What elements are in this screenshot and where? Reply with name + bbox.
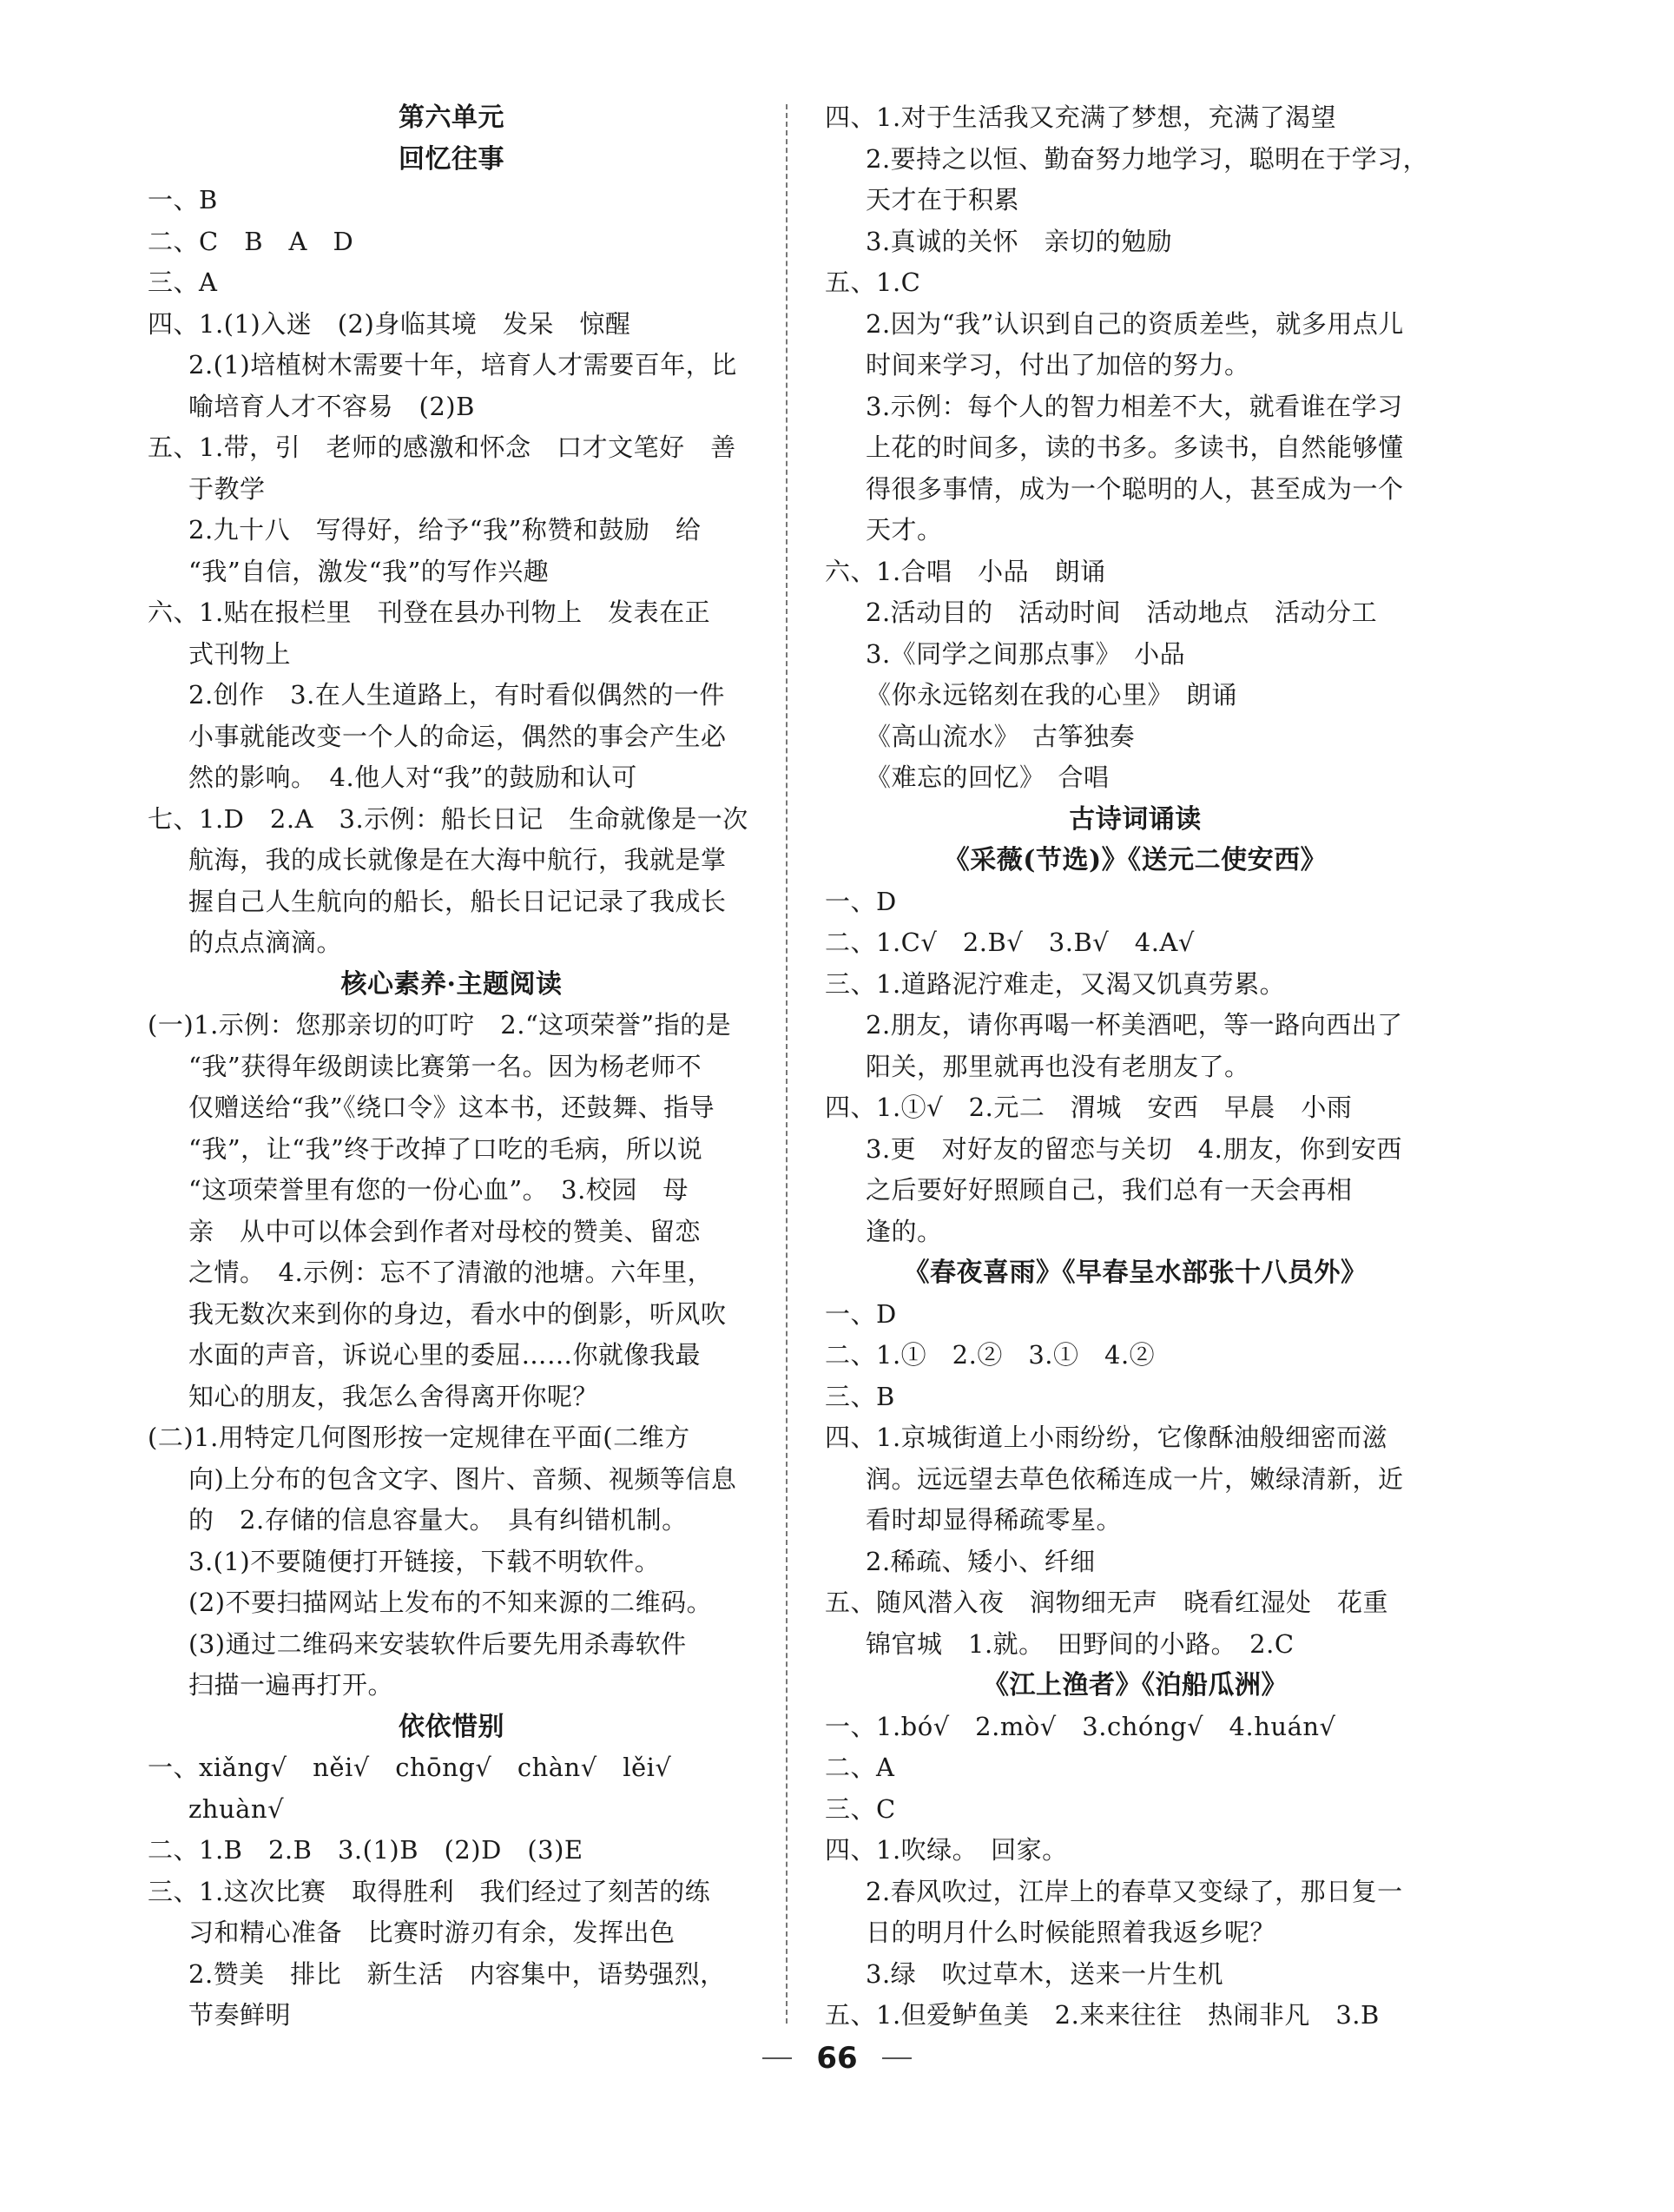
answer-item: 四、1.①√ 2.元二 渭城 安西 早晨 小雨	[825, 1093, 1353, 1122]
answer-line: 仅赠送给“我”《绕口令》这本书，还鼓舞、指导	[188, 1093, 715, 1122]
answer-item: 六、1.贴在报栏里 刊登在县办刊物上 发表在正	[148, 598, 711, 627]
answer-line: 的点点滴滴。	[188, 928, 343, 957]
section-heading: 《江上渔者》《泊船瓜洲》	[983, 1670, 1288, 1700]
answer-line: 3.更 对好友的留恋与关切 4.朋友，你到安西	[866, 1133, 1402, 1164]
answer-item: 三、A	[148, 267, 218, 297]
answer-line: 上花的时间多，读的书多。多读书，自然能够懂	[866, 432, 1404, 462]
answer-line: 向)上分布的包含文字、图片、音频、视频等信息	[188, 1463, 737, 1494]
answer-line: 喻培育人才不容易 (2)B	[188, 391, 475, 421]
answer-item: 四、1.(1)入迷 (2)身临其境 发呆 惊醒	[148, 308, 631, 339]
section-heading: 《春夜喜雨》《早春呈水部张十八员外》	[903, 1258, 1368, 1288]
answer-line: 2.创作 3.在人生道路上，有时看似偶然的一件	[188, 680, 725, 710]
answer-line: 锦官城 1.就。 田野间的小路。 2.C	[866, 1628, 1295, 1659]
answer-item: 二、1.① 2.② 3.① 4.②	[825, 1340, 1156, 1370]
answer-line: “我”获得年级朗读比赛第一名。因为杨老师不	[188, 1051, 702, 1081]
answer-item: 四、1.对于生活我又充满了梦想，充满了渴望	[825, 102, 1337, 132]
answer-line: 之后要好好照顾自己，我们总有一天会再相	[866, 1175, 1353, 1205]
page-footer	[0, 2041, 1674, 2076]
answer-item: 一、D	[825, 886, 897, 916]
answer-line: 2.春风吹过，江岸上的春草又变绿了，那日复一	[866, 1876, 1403, 1906]
answer-item: 三、C	[825, 1793, 896, 1824]
answer-item: 五、1.带，引 老师的感激和怀念 口才文笔好 善	[148, 432, 736, 462]
answer-line: 时间来学习，付出了加倍的努力。	[866, 350, 1250, 380]
answer-line: “我”，让“我”终于改掉了口吃的毛病，所以说	[188, 1133, 703, 1164]
answer-line: 阳关，那里就再也没有老朋友了。	[866, 1051, 1250, 1081]
answer-item: 三、1.道路泥泞难走，又渴又饥真劳累。	[825, 968, 1286, 999]
answer-line: 然的影响。 4.他人对“我”的鼓励和认可	[188, 763, 637, 792]
answer-line: 扫描一遍再打开。	[188, 1670, 394, 1700]
answer-line: “这项荣誉里有您的一份心血”。 3.校园 母	[188, 1175, 689, 1205]
answer-item: 二、C B A D	[148, 226, 354, 256]
answer-line: 得很多事情，成为一个聪明的人，甚至成为一个	[866, 473, 1404, 504]
answer-item: 六、1.合唱 小品 朗诵	[825, 556, 1106, 586]
answer-item: 一、D	[825, 1298, 897, 1329]
answer-line: (3)通过二维码来安装软件后要先用杀毒软件	[188, 1628, 687, 1659]
section-heading: 古诗词诵读	[1069, 803, 1202, 835]
answer-item: (二)1.用特定几何图形按一定规律在平面(二维方	[148, 1423, 690, 1452]
answer-line: (2)不要扫描网站上发布的不知来源的二维码。	[188, 1588, 713, 1617]
answer-line: 2.因为“我”认识到自己的资质差些，就多用点儿	[866, 308, 1404, 339]
answer-line: 航海，我的成长就像是在大海中航行，我就是掌	[188, 845, 727, 875]
answer-line: 《高山流水》 古筝独奏	[866, 721, 1136, 751]
answer-line: 节奏鲜明	[188, 2000, 292, 2030]
answer-line: 3.绿 吹过草木，送来一片生机	[866, 1958, 1224, 1989]
answer-item: 一、B	[148, 185, 218, 215]
answer-line: 2.(1)培植树木需要十年，培育人才需要百年，比	[188, 350, 737, 380]
answer-item: 四、1.京城街道上小雨纷纷，它像酥油般细密而滋	[825, 1423, 1388, 1452]
answer-line: 2.九十八 写得好，给予“我”称赞和鼓励 给	[188, 515, 702, 545]
answer-line: 的 2.存储的信息容量大。 具有纠错机制。	[188, 1505, 688, 1535]
section-heading: 第六单元	[399, 102, 504, 133]
answer-line: 3.示例：每个人的智力相差不大，就看谁在学习	[866, 391, 1403, 421]
footer-rule-left	[762, 2057, 792, 2059]
page-number: 66	[816, 2041, 858, 2076]
answer-item: 二、1.B 2.B 3.(1)B (2)D (3)E	[148, 1835, 583, 1865]
answer-item: 一、xiǎng√ něi√ chōng√ chàn√ lěi√	[148, 1753, 672, 1782]
section-heading: 《采薇(节选)》《送元二使安西》	[943, 845, 1328, 875]
footer-rule-right	[882, 2057, 912, 2059]
answer-line: 2.朋友，请你再喝一杯美酒吧，等一路向西出了	[866, 1010, 1403, 1040]
answer-item: 五、1.C	[825, 267, 921, 297]
answer-item: 三、1.这次比赛 取得胜利 我们经过了刻苦的练	[148, 1876, 711, 1906]
answer-line: 我无数次来到你的身边，看水中的倒影，听风吹	[188, 1298, 727, 1329]
section-heading: 回忆往事	[399, 143, 504, 175]
answer-item: 一、1.bó√ 2.mò√ 3.chóng√ 4.huán√	[825, 1711, 1336, 1741]
answer-line: 3.真诚的关怀 亲切的勉励	[866, 226, 1173, 256]
answer-line: 3.《同学之间那点事》 小品	[866, 638, 1186, 669]
answer-line: 看时却显得稀疏零星。	[866, 1505, 1123, 1535]
answer-line: 逢的。	[866, 1216, 943, 1246]
answer-line: 3.(1)不要随便打开链接，下载不明软件。	[188, 1546, 661, 1576]
answer-line: 水面的声音，诉说心里的委屈……你就像我最	[188, 1340, 702, 1370]
answer-line: 日的明月什么时候能照着我返乡呢？	[866, 1918, 1276, 1947]
left-column	[148, 97, 755, 2037]
answer-line: 习和精心准备 比赛时游刃有余，发挥出色	[188, 1918, 676, 1947]
answer-line: 亲 从中可以体会到作者对母校的赞美、留恋	[188, 1216, 702, 1246]
answer-item: 五、随风潜入夜 润物细无声 晓看红湿处 花重	[825, 1588, 1389, 1617]
answer-line: 2.稀疏、矮小、纤细	[866, 1546, 1096, 1576]
answer-line: “我”自信，激发“我”的写作兴趣	[188, 556, 550, 586]
answer-line: 知心的朋友，我怎么舍得离开你呢？	[188, 1381, 599, 1411]
answer-line: 《难忘的回忆》 合唱	[866, 763, 1110, 792]
answer-item: 二、1.C√ 2.B√ 3.B√ 4.A√	[825, 928, 1195, 957]
answer-line: zhuàn√	[188, 1793, 285, 1824]
answer-item: 七、1.D 2.A 3.示例：船长日记 生命就像是一次	[148, 803, 748, 834]
answer-line: 2.要持之以恒、勤奋努力地学习，聪明在于学习，	[866, 143, 1429, 174]
answer-line: 握自己人生航向的船长，船长日记记录了我成长	[188, 886, 727, 916]
right-column	[825, 97, 1446, 2037]
answer-line: 《你永远铭刻在我的心里》 朗诵	[866, 680, 1238, 710]
answer-item: 五、1.但爱鲈鱼美 2.来来往往 热闹非凡 3.B	[825, 2000, 1380, 2030]
answer-line: 2.赞美 排比 新生活 内容集中，语势强烈，	[188, 1958, 726, 1989]
answer-line: 之情。 4.示例：忘不了清澈的池塘。六年里，	[188, 1258, 714, 1287]
column-divider	[786, 104, 788, 2024]
answer-item: (一)1.示例：您那亲切的叮咛 2.“这项荣誉”指的是	[148, 1010, 732, 1040]
answer-line: 2.活动目的 活动时间 活动地点 活动分工	[866, 598, 1378, 627]
section-heading: 依依惜别	[399, 1711, 504, 1742]
answer-item: 四、1.吹绿。 回家。	[825, 1835, 1068, 1865]
answer-line: 润。远远望去草色依稀连成一片，嫩绿清新，近	[866, 1463, 1404, 1494]
answer-item: 三、B	[825, 1381, 895, 1411]
answer-item: 二、A	[825, 1753, 895, 1782]
answer-line: 于教学	[188, 473, 266, 504]
answer-line: 式刊物上	[188, 638, 292, 669]
answer-line: 小事就能改变一个人的命运，偶然的事会产生必	[188, 721, 727, 751]
answer-line: 天才。	[866, 515, 943, 545]
section-heading: 核心素养·主题阅读	[340, 968, 563, 1000]
answer-line: 天才在于积累	[866, 185, 1020, 215]
